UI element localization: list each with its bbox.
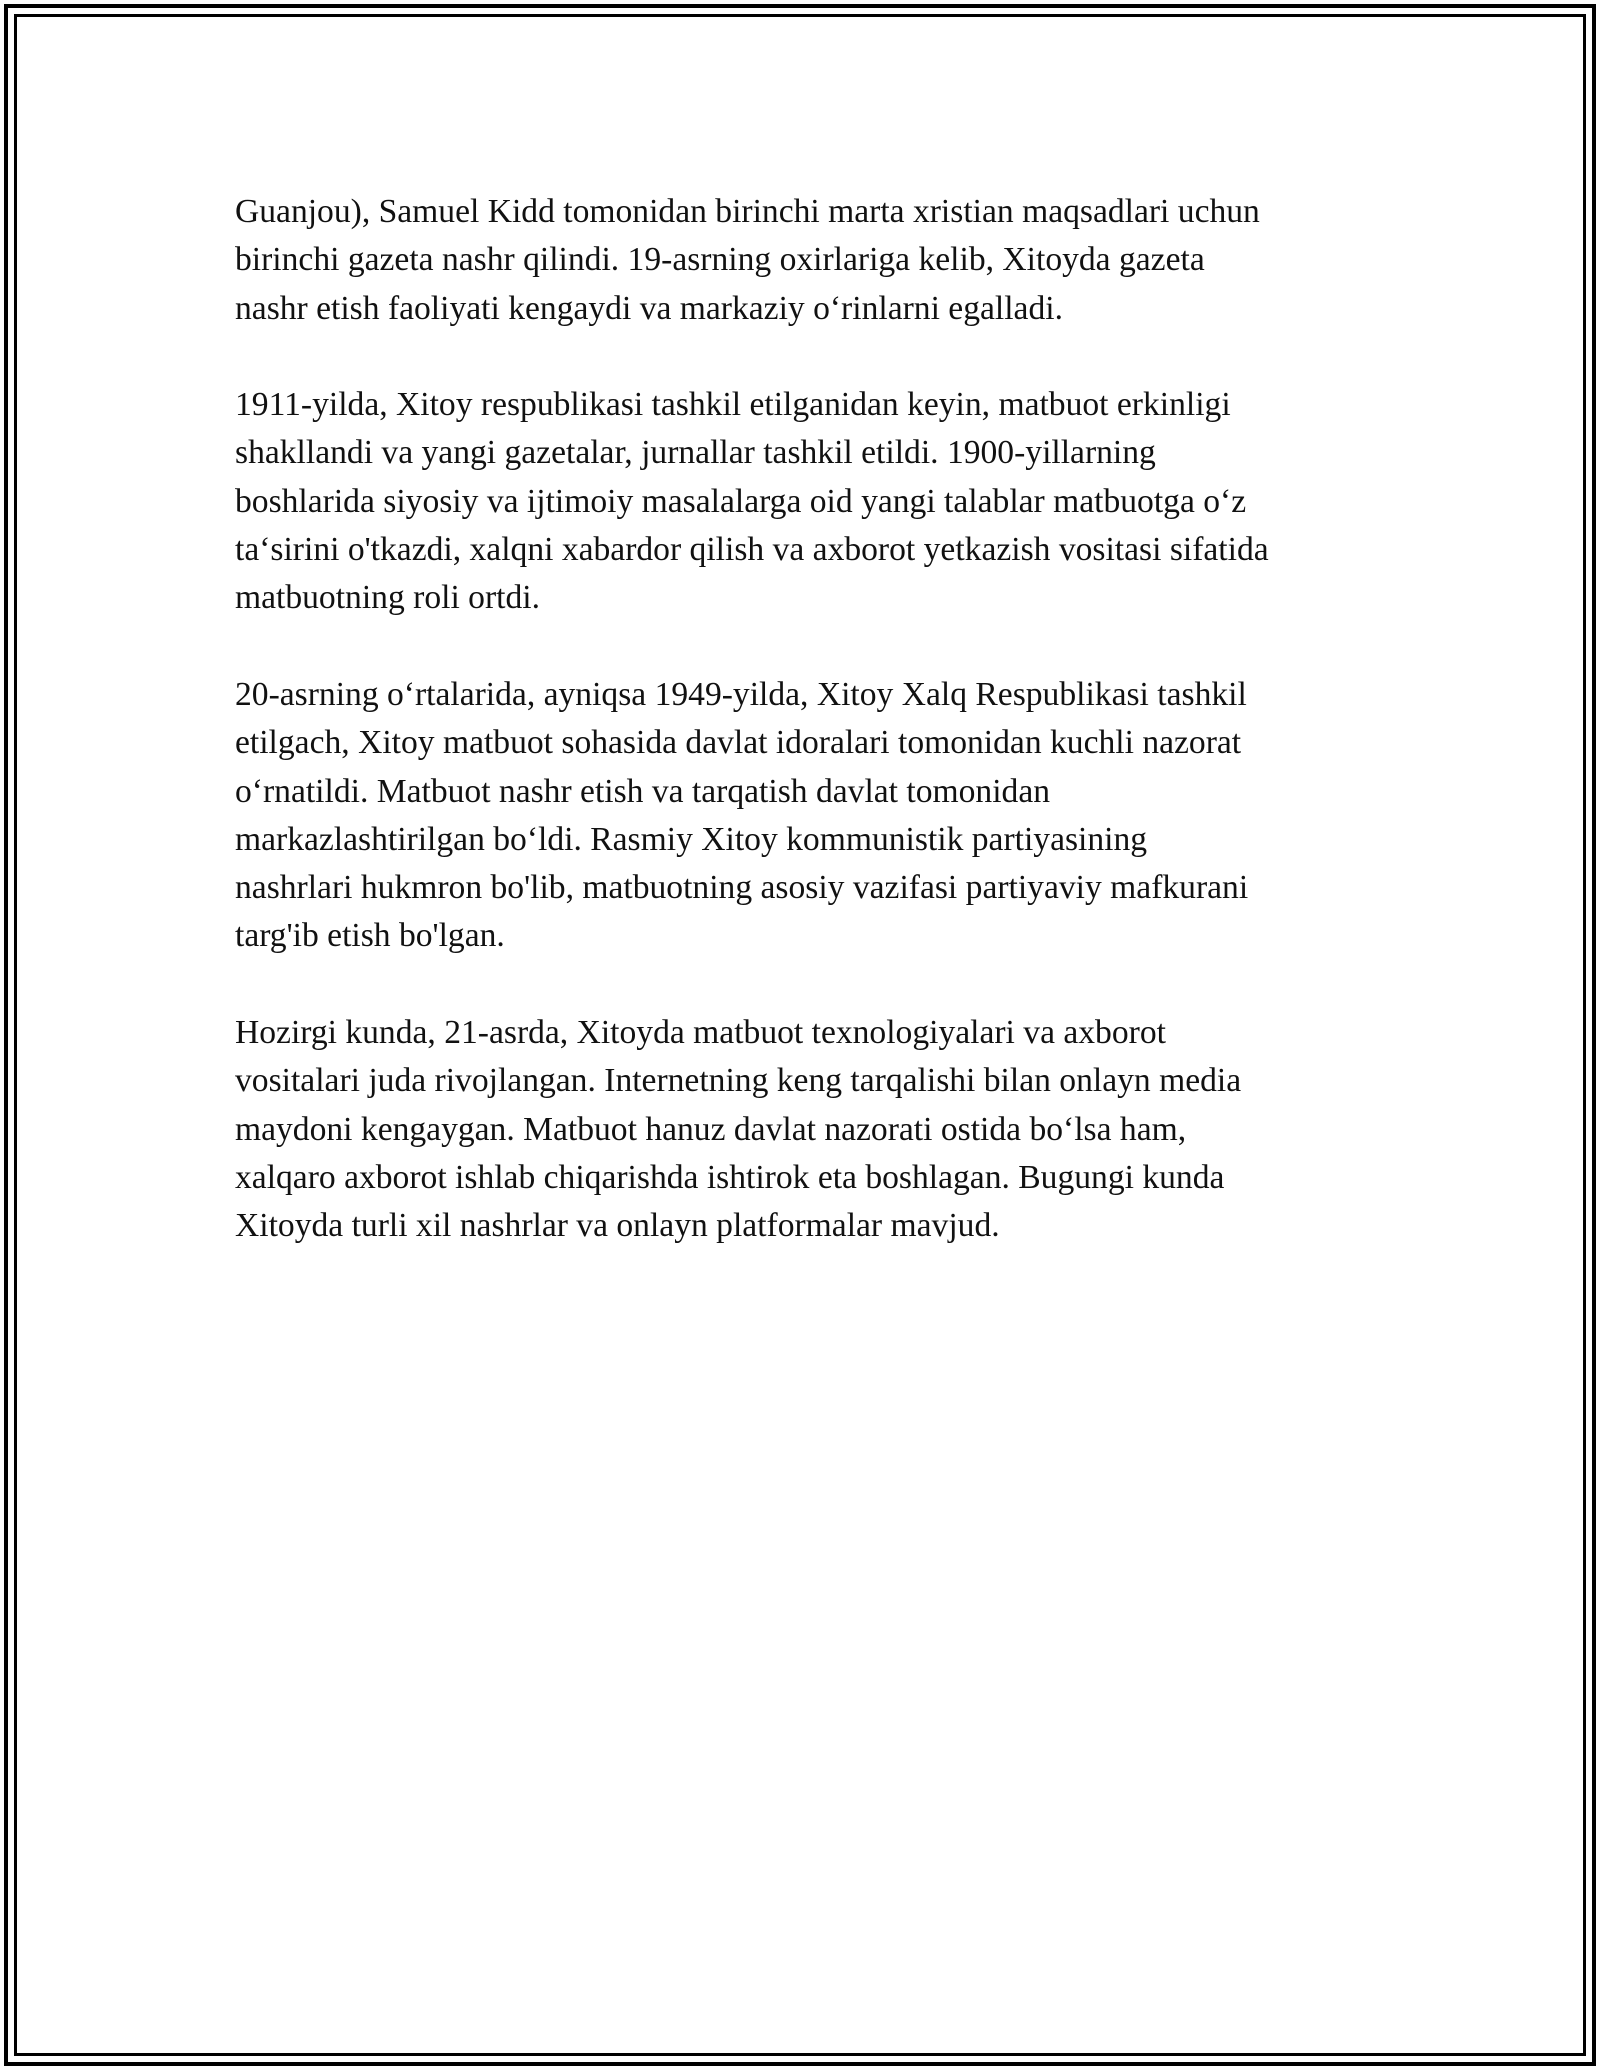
- paragraph: [235, 1009, 1375, 1250]
- text-line: markazlashtirilgan bo‘ldi. Rasmiy Xitoy kommunistik partiyasining: [235, 820, 1148, 858]
- text-line: Guanjou), Samuel Kidd tomonidan birinchi marta xristian maqsadlari uchun: [235, 193, 1260, 230]
- text-line: nashrlari hukmron bo'lib, matbuotning asosiy vazifasi partiyaviy mafkurani: [235, 869, 1249, 907]
- paragraph: [235, 671, 1375, 961]
- paragraph: [235, 381, 1375, 622]
- text-line: o‘rnatildi. Matbuot nashr etish va tarqatish davlat tomonidan: [235, 772, 1051, 810]
- text-line: Hozirgi kunda, 21-asrda, Xitoyda matbuot texnologiyalari va axborot: [235, 1014, 1166, 1052]
- text-line: 20-asrning o‘rtalarida, ayniqsa 1949-yilda, Xitoy Xalq Respublikasi tashkil: [235, 675, 1247, 713]
- text-line: vositalari juda rivojlangan. Internetning keng tarqalishi bilan onlayn media: [235, 1062, 1242, 1100]
- text-line: Xitoyda turli xil nashrlar va onlayn platformalar mavjud.: [235, 1207, 1000, 1245]
- text-line: xalqaro axborot ishlab chiqarishda ishtirok eta boshlagan. Bugungi kunda: [235, 1158, 1225, 1196]
- text-line: birinchi gazeta nashr qilindi. 19-asrning oxirlariga kelib, Xitoyda gazeta: [235, 241, 1205, 279]
- document-body: [235, 188, 1375, 1299]
- paragraph: [235, 188, 1375, 333]
- text-line: ta‘sirini o'tkazdi, xalqni xabardor qilish va axborot yetkazish vositasi sifatida: [235, 531, 1269, 569]
- text-line: boshlarida siyosiy va ijtimoiy masalalarga oid yangi talablar matbuotga o‘z: [235, 482, 1247, 520]
- text-line: 1911-yilda, Xitoy respublikasi tashkil etilganidan keyin, matbuot erkinligi: [235, 386, 1231, 424]
- text-line: shakllandi va yangi gazetalar, jurnallar tashkil etildi. 1900-yillarning: [235, 434, 1156, 472]
- text-line: maydoni kengaygan. Matbuot hanuz davlat nazorati ostida bo‘lsa ham,: [235, 1110, 1187, 1148]
- text-line: nashr etish faoliyati kengaydi va markaziy o‘rinlarni egalladi.: [235, 289, 1063, 327]
- text-line: matbuotning roli ortdi.: [235, 579, 540, 617]
- text-line: etilgach, Xitoy matbuot sohasida davlat idoralari tomonidan kuchli nazorat: [235, 724, 1242, 762]
- text-line: targ'ib etish bo'lgan.: [235, 917, 505, 955]
